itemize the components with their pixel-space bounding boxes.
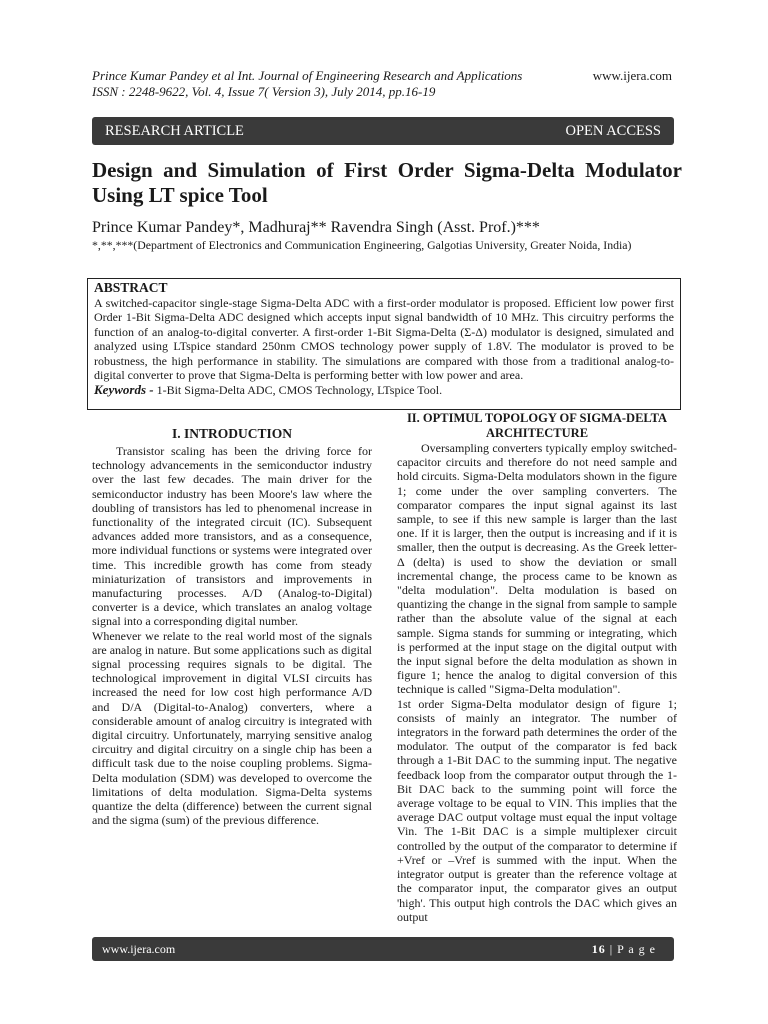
intro-paragraph-2: Whenever we relate to the real world most of the signals are analog in nature. But some applications such as digital signal processing requires signals to be digital. The technological improvement in digital VLSI circuits has increased the need for low cost high performance A/D and D/A (Digital-to-Analog) converters, where a considerable amount of analog circuitry is integrated with digital circuitry. Unfortunately, marrying sensitive analog circuitry and digital circuitry on a single chip has been a difficult task due to the noise coupling problems. Sigma-Delta modulation (SDM) was developed to overcome the limitations of delta modulation. Sigma-Delta systems quantize the delta (difference) between the current signal and the sigma (sum) of the previous difference. bbox=[92, 628, 372, 828]
keywords-label: Keywords - bbox=[94, 382, 154, 398]
page-number bbox=[592, 937, 656, 961]
right-column bbox=[397, 411, 677, 924]
keywords-text: 1-Bit Sigma-Delta ADC, CMOS Technology, LTspice Tool. bbox=[153, 383, 443, 398]
journal-url[interactable]: www.ijera.com bbox=[592, 68, 672, 83]
keywords-line bbox=[94, 383, 674, 397]
abstract-text: A switched-capacitor single-stage Sigma-Delta ADC with a first-order modulator is proposed. Efficient low power first Order 1-Bit Sigma-Delta ADC designed which accepts input signal bandwidth of 10 MHz. This circuitry performs the function of an analog-to-digital converter. A first-order 1-Bit Sigma-Delta (Σ-Δ) modulator is designed, simulated and analyzed using LTspice standard 250nm CMOS technology power supply of 1.8V. The modulator is proved to be robustness, the high performance in stability. The simulations are compared with those from a traditional analog-to-digital converter to prove that Sigma-Delta is performing better with low power and area. bbox=[94, 296, 674, 383]
topology-heading-line-2: ARCHITECTURE bbox=[485, 426, 589, 440]
running-header bbox=[92, 68, 676, 100]
topology-heading-line-1: II. OPTIMUL TOPOLOGY OF SIGMA-DELTA bbox=[406, 411, 668, 425]
author-affiliation: *,**,***(Department of Electronics and Communication Engineering, Galgotias University, Greater Noida, India) bbox=[92, 238, 632, 252]
page-label: | P a g e bbox=[605, 942, 656, 956]
page-number-value: 16 bbox=[591, 942, 606, 956]
introduction-heading: I. INTRODUCTION bbox=[171, 426, 293, 441]
abstract-heading: ABSTRACT bbox=[94, 280, 168, 295]
topology-paragraph-1: Oversampling converters typically employ switched-capacitor circuits and therefore do not need sample and hold circuits. Sigma-Delta modulators shown in the figure 1; come under the over sampling converters. The comparator compares the input signal against its last sample, to see if this new sample is larger than the last one. If it is larger, then the output is increasing and if it is smaller, then the output is decreasing. As the Greek letter-Δ (delta) is used to show the deviation or small incremental change, the process came to be known as "delta modulation". Delta modulation is based on quantizing the change in the signal from sample to sample rather than the absolute value of the signal at each sample. Sigma stands for summing or integrating, which is performed at the input stage on the digital output with the input signal before the delta modulation as shown in figure 1; hence the analog to digital conversion of this technique is called "Sigma-Delta modulation". bbox=[397, 441, 677, 697]
paper-title: Design and Simulation of First Order Sigma-Delta Modulator Using LT spice Tool bbox=[92, 158, 682, 207]
author-list: Prince Kumar Pandey*, Madhuraj** Ravendra Singh (Asst. Prof.)*** bbox=[92, 219, 540, 236]
left-column bbox=[92, 426, 372, 827]
issn-line: ISSN : 2248-9622, Vol. 4, Issue 7( Version 3), July 2014, pp.16-19 bbox=[92, 84, 436, 99]
research-article-label: RESEARCH ARTICLE bbox=[105, 123, 244, 139]
footer-url[interactable]: www.ijera.com bbox=[102, 942, 176, 956]
page-footer bbox=[92, 937, 674, 961]
intro-paragraph-1: Transistor scaling has been the driving force for technology advancements in the semiconductor industry over the last few decades. The main driver for the semiconductor industry has been Moore's law where the doubling of transistors has led to phenomenal increase in functionality of the integrated circuit (IC). Subsequent advances added more transistors, and as a consequence, more individual functions or systems were integrated over time. This incredible growth has come from steady miniaturization of transistors and improvements in manufacturing processes. A/D (Analog-to-Digital) converter is a device, which translates an analog voltage signal into a corresponding digital number. bbox=[92, 444, 372, 629]
abstract-box bbox=[87, 278, 681, 410]
open-access-label: OPEN ACCESS bbox=[565, 123, 661, 139]
topology-paragraph-2: 1st order Sigma-Delta modulator design of figure 1; consists of mainly an integrator. The number of integrators in the forward path determines the order of the modulator. The output of the comparator is fed back through a 1-Bit DAC to the summing input. The negative feedback loop from the comparator output through the 1-Bit DAC back to the summing point will force the average voltage to be equal to VIN. This implies that the average DAC output voltage must equal the input voltage Vin. The 1-Bit DAC is a simple multiplexer circuit controlled by the output of the comparator to determine if +Vref or –Vref is summed with the input. When the integrator output is greater than the reference voltage at the comparator input, the comparator gives an output 'high'. This output high controls the DAC which gives an output bbox=[397, 696, 677, 924]
article-type-banner bbox=[92, 117, 674, 145]
journal-citation: Prince Kumar Pandey et al Int. Journal of Engineering Research and Applications bbox=[92, 68, 523, 83]
